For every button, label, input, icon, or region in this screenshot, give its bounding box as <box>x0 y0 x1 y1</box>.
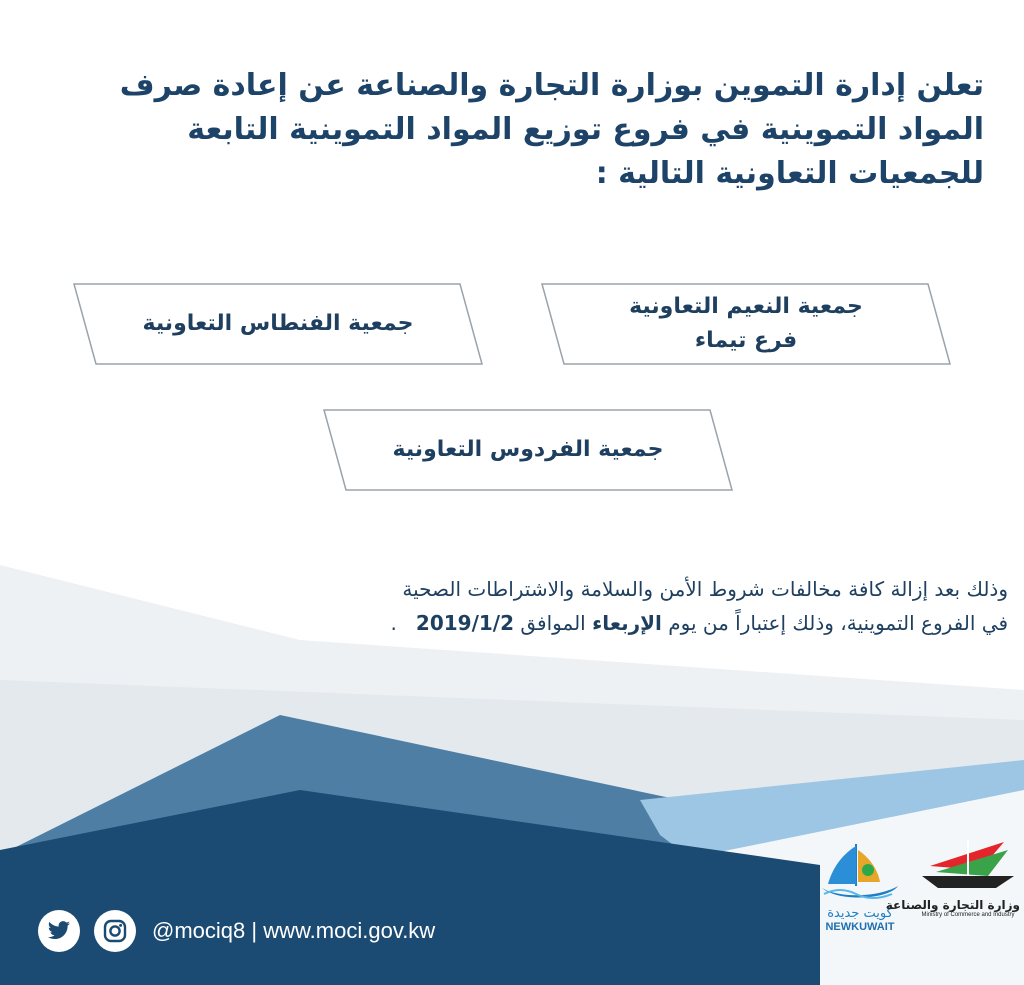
notice-text-b: الموافق <box>520 611 586 635</box>
headline <box>40 64 984 196</box>
dhow-ship-icon <box>818 840 902 902</box>
notice-text-a: في الفروع التموينية، وذلك إعتباراً من يوم <box>668 611 1008 635</box>
notice-line-2 <box>40 606 1008 640</box>
headline-line-3: للجمعيات التعاونية التالية : <box>595 156 984 191</box>
branch-fintas-name: جمعية الفنطاس التعاونية <box>142 311 414 336</box>
branch-box-naeem <box>540 282 952 366</box>
headline-line-2: المواد التموينية في فروع توزيع المواد التموينية التابعة <box>187 112 984 147</box>
newkuwait-english: NEWKUWAIT <box>825 921 895 933</box>
branch-firdous-name: جمعية الفردوس التعاونية <box>392 437 664 462</box>
newkuwait-arabic: كويت جديدة <box>827 906 893 921</box>
notice-end-dot: . <box>390 611 397 635</box>
notice-line-1: وذلك بعد إزالة كافة مخالفات شروط الأمن والسلامة والاشتراطات الصحية <box>402 577 1008 601</box>
branch-naeem-name: جمعية النعيم التعاونية <box>629 294 863 319</box>
instagram-icon <box>103 919 127 943</box>
moci-arabic: وزارة التجارة والصناعة <box>885 898 1020 912</box>
notice-paragraph <box>40 572 1008 640</box>
contact-text <box>152 918 435 944</box>
moci-logo <box>885 836 1020 918</box>
footer-contact-bar <box>38 910 435 952</box>
branch-box-firdous <box>322 408 734 492</box>
notice-date: 2019/1/2 <box>415 611 515 635</box>
twitter-icon <box>47 921 71 941</box>
branch-naeem-subbranch: فرع تيماء <box>694 328 798 353</box>
ministry-emblem-icon <box>916 836 1020 894</box>
twitter-link[interactable] <box>38 910 80 952</box>
notice-day: الإربعاء <box>592 611 662 635</box>
instagram-link[interactable] <box>94 910 136 952</box>
moci-english: Ministry of Commerce and Industry <box>921 912 1015 918</box>
branch-box-fintas <box>72 282 484 366</box>
website-link[interactable]: www.moci.gov.kw <box>263 918 436 943</box>
headline-line-1: تعلن إدارة التموين بوزارة التجارة والصناعة عن إعادة صرف <box>119 68 984 103</box>
newkuwait-logo <box>818 840 902 933</box>
contact-separator: | <box>251 918 258 943</box>
social-handle[interactable]: @mociq8 <box>152 918 246 943</box>
